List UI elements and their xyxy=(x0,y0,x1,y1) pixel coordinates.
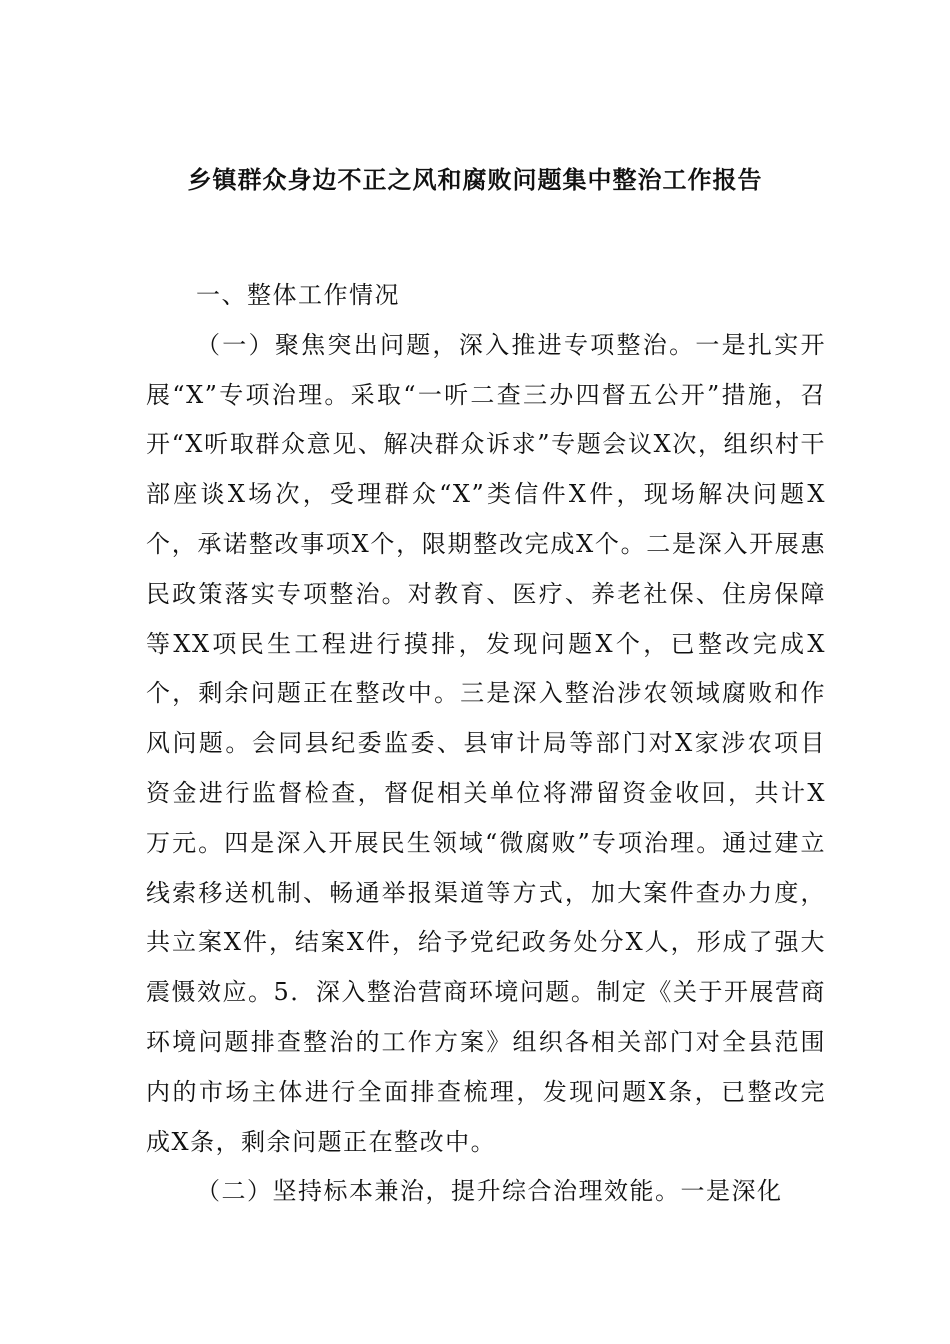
paragraph-1: （一）聚焦突出问题，深入推进专项整治。一是扎实开展“X”专项治理。采取“一听二查三办四督五公开”措施，召开“X听取群众意见、解决群众诉求”专题会议X次，组织村干部座谈X场次，受理群众“X”类信件X件，现场解决问题X个，承诺整改事项X个，限期整改完成X个。二是深入开展惠民政策落实专项整治。对教育、医疗、养老社保、住房保障等XX项民生工程进行摸排，发现问题X个，已整改完成X个，剩余问题正在整改中。三是深入整治涉农领域腐败和作风问题。会同县纪委监委、县审计局等部门对X家涉农项目资金进行监督检查，督促相关单位将滞留资金收回，共计X万元。四是深入开展民生领域“微腐败”专项治理。通过建立线索移送机制、畅通举报渠道等方式，加大案件查办力度，共立案X件，结案X件，给予党纪政务处分X人，形成了强大震慑效应。5．深入整治营商环境问题。制定《关于开展营商环境问题排查整治的工作方案》组织各相关部门对全县范围内的市场主体进行全面排查梳理，发现问题X条，已整改完成X条，剩余问题正在整改中。 xyxy=(146,330,826,1156)
section-heading: 一、整体工作情况 xyxy=(196,281,400,309)
document-body xyxy=(146,271,826,1217)
paragraph-2: （二）坚持标本兼治，提升综合治理效能。一是深化 xyxy=(196,1177,783,1206)
document-title: 乡镇群众身边不正之风和腐败问题集中整治工作报告 xyxy=(187,165,763,194)
